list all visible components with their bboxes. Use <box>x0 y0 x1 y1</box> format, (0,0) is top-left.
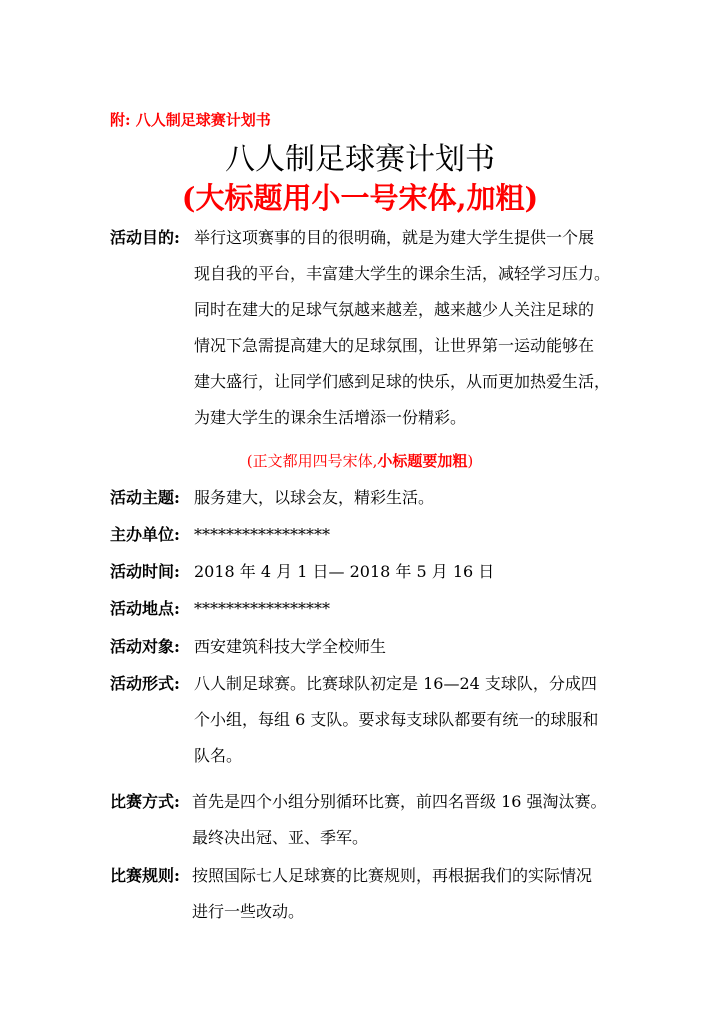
purpose-line: 为建大学生的课余生活增添一份精彩。 <box>194 408 467 427</box>
method-text <box>192 784 620 856</box>
rules-line: 进行一些改动。 <box>192 902 305 921</box>
format-line: 八人制足球赛。比赛球队初定是 16—24 支球队，分成四 <box>194 674 597 693</box>
format-label: 活动形式: <box>110 674 180 693</box>
location-label: 活动地点: <box>110 599 180 618</box>
document-title: 八人制足球赛计划书 <box>225 142 495 177</box>
rules-label: 比赛规则: <box>110 866 180 885</box>
audience-label: 活动对象: <box>110 637 180 656</box>
format-line: 个小组，每组 6 支队。要求每支球队都要有统一的球服和 <box>194 710 599 729</box>
audience-value: 西安建筑科技大学全校师生 <box>194 637 387 656</box>
note-part-3: ) <box>467 452 474 470</box>
title-format-note: (大标题用小一号宋体,加粗) <box>181 181 539 215</box>
purpose-line: 同时在建大的足球气氛越来越差，越来越少人关注足球的 <box>194 300 595 319</box>
body-format-note <box>0 448 720 474</box>
method-line: 最终决出冠、亚、季军。 <box>192 828 369 847</box>
location-value: ***************** <box>194 599 330 618</box>
theme-value: 服务建大，以球会友，精彩生活。 <box>194 488 435 507</box>
purpose-line: 建大盛行，让同学们感到足球的快乐，从而更加热爱生活， <box>194 372 611 391</box>
format-text <box>194 666 620 774</box>
note-part-2: 小标题要加粗 <box>377 452 468 470</box>
theme-label: 活动主题: <box>110 488 180 507</box>
format-line: 队名。 <box>194 746 243 765</box>
purpose-label: 活动目的: <box>110 228 180 247</box>
purpose-line: 情况下急需提高建大的足球氛围，让世界第一运动能够在 <box>194 336 595 355</box>
time-value: 2018 年 4 月 1 日— 2018 年 5 月 16 日 <box>194 562 495 581</box>
method-label: 比赛方式: <box>110 792 180 811</box>
organizer-label: 主办单位: <box>110 525 180 544</box>
purpose-text <box>194 220 620 436</box>
rules-text <box>192 858 620 930</box>
note-part-1: (正文都用四号宋体, <box>246 452 378 470</box>
rules-line: 按照国际七人足球赛的比赛规则，再根据我们的实际情况 <box>192 866 593 885</box>
time-label: 活动时间: <box>110 562 180 581</box>
purpose-line: 现自我的平台，丰富建大学生的课余生活，减轻学习压力。 <box>194 264 611 283</box>
method-line: 首先是四个小组分别循环比赛，前四名晋级 16 强淘汰赛。 <box>192 792 607 811</box>
purpose-line: 举行这项赛事的目的很明确，就是为建大学生提供一个展 <box>194 228 595 247</box>
annex-heading: 附: 八人制足球赛计划书 <box>110 111 271 129</box>
organizer-value: ***************** <box>194 525 330 544</box>
